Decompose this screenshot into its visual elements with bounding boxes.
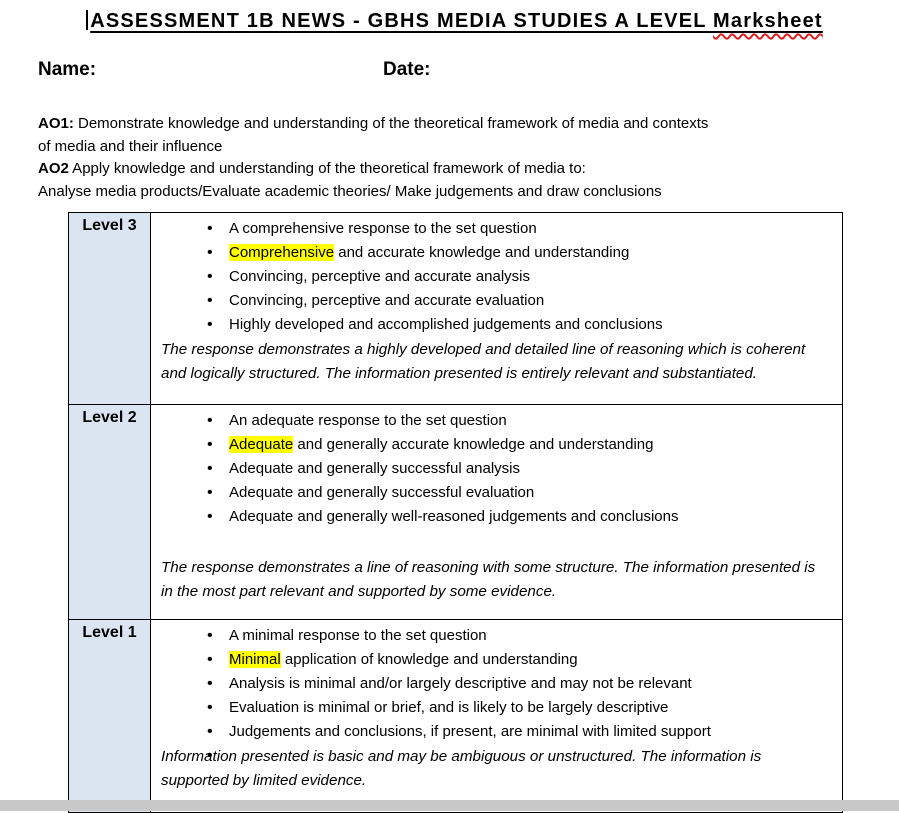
level-2-label: Level 2 <box>69 405 151 620</box>
bullet-text: and accurate knowledge and understanding <box>334 244 630 261</box>
page-title <box>86 10 823 32</box>
level-3-summary: The response demonstrates a highly developed and detailed line of reasoning which is coherent and logically structured. The information presented is entirely relevant and substantiated. <box>161 341 806 382</box>
rubric-table <box>68 212 843 813</box>
ao1-line2: of media and their influence <box>38 137 223 155</box>
title-wrap <box>38 10 871 33</box>
bullet-item <box>161 720 832 744</box>
bullet-text: Convincing, perceptive and accurate evaluation <box>229 292 545 309</box>
bullet-text: An adequate response to the set question <box>229 412 507 429</box>
level-1-descriptors <box>151 620 843 813</box>
ao1-line1 <box>38 113 871 136</box>
bullet-text: Adequate and generally well-reasoned judgements and conclusions <box>229 508 679 525</box>
page-title-main: ASSESSMENT 1B NEWS - GBHS MEDIA STUDIES A LEVEL <box>90 10 714 32</box>
ao1-label: AO1: <box>38 115 74 132</box>
bullet-item <box>161 313 832 337</box>
bullet-text: A minimal response to the set question <box>229 627 487 644</box>
bullet-text: A comprehensive response to the set question <box>229 220 537 237</box>
rubric-row-level-3 <box>69 213 843 405</box>
assessment-objectives <box>38 113 871 203</box>
bullet-text: and generally accurate knowledge and understanding <box>293 436 654 453</box>
blank-line <box>161 529 832 555</box>
highlighted-term: Comprehensive <box>229 244 335 261</box>
page-bottom-edge <box>0 800 899 811</box>
ao2-line1-text: Apply knowledge and understanding of the theoretical framework of media to: <box>68 160 586 177</box>
level-2-bullet-list <box>161 409 832 529</box>
level-1-summary: Information presented is basic and may be ambiguous or unstructured. The information is supported by limited evidence. <box>161 748 762 789</box>
bullet-item <box>161 433 832 457</box>
bullet-text: Judgements and conclusions, if present, are minimal with limited support <box>229 723 711 740</box>
level-3-bullet-list <box>161 217 832 337</box>
bullet-item <box>161 624 832 648</box>
bullet-item <box>161 409 832 433</box>
bullet-item <box>161 505 832 529</box>
name-label: Name: <box>38 59 97 80</box>
bullet-text: Convincing, perceptive and accurate analysis <box>229 268 531 285</box>
level-2-summary: The response demonstrates a line of reasoning with some structure. The information presented is in the most part relevant and supported by some evidence. <box>161 559 816 600</box>
ao1-line1-text: Demonstrate knowledge and understanding of the theoretical framework of media and contexts <box>73 115 709 132</box>
level-2-descriptors <box>151 405 843 620</box>
page-title-spellchecked-word: Marksheet <box>713 10 823 32</box>
name-date-row <box>38 59 871 81</box>
level-3-label: Level 3 <box>69 213 151 405</box>
bullet-item <box>161 457 832 481</box>
bullet-item <box>161 241 832 265</box>
bullet-item <box>161 289 832 313</box>
bullet-text: Adequate and generally successful evaluation <box>229 484 535 501</box>
bullet-item <box>161 217 832 241</box>
ao2-line2: Analyse media products/Evaluate academic theories/ Make judgements and draw conclusions <box>38 182 662 200</box>
level-1-label: Level 1 <box>69 620 151 813</box>
bullet-item <box>161 696 832 720</box>
rubric-row-level-2 <box>69 405 843 620</box>
text-cursor <box>86 10 88 30</box>
bullet-text: application of knowledge and understanding <box>280 651 578 668</box>
bullet-text: Adequate and generally successful analysis <box>229 460 521 477</box>
date-label: Date: <box>383 59 431 80</box>
bullet-text: Analysis is minimal and/or largely descriptive and may not be relevant <box>229 675 692 692</box>
rubric-row-level-1 <box>69 620 843 813</box>
highlighted-term: Minimal <box>229 651 281 668</box>
bullet-text: Evaluation is minimal or brief, and is likely to be largely descriptive <box>229 699 669 716</box>
level-3-descriptors <box>151 213 843 405</box>
bullet-item <box>161 481 832 505</box>
bullet-item <box>161 648 832 672</box>
level-1-bullet-list <box>161 624 832 744</box>
bullet-item <box>161 265 832 289</box>
bullet-text: Highly developed and accomplished judgements and conclusions <box>229 316 663 333</box>
bullet-item <box>161 672 832 696</box>
ao2-label: AO2 <box>38 160 69 177</box>
ao2-line1 <box>38 158 871 181</box>
highlighted-term: Adequate <box>229 436 294 453</box>
